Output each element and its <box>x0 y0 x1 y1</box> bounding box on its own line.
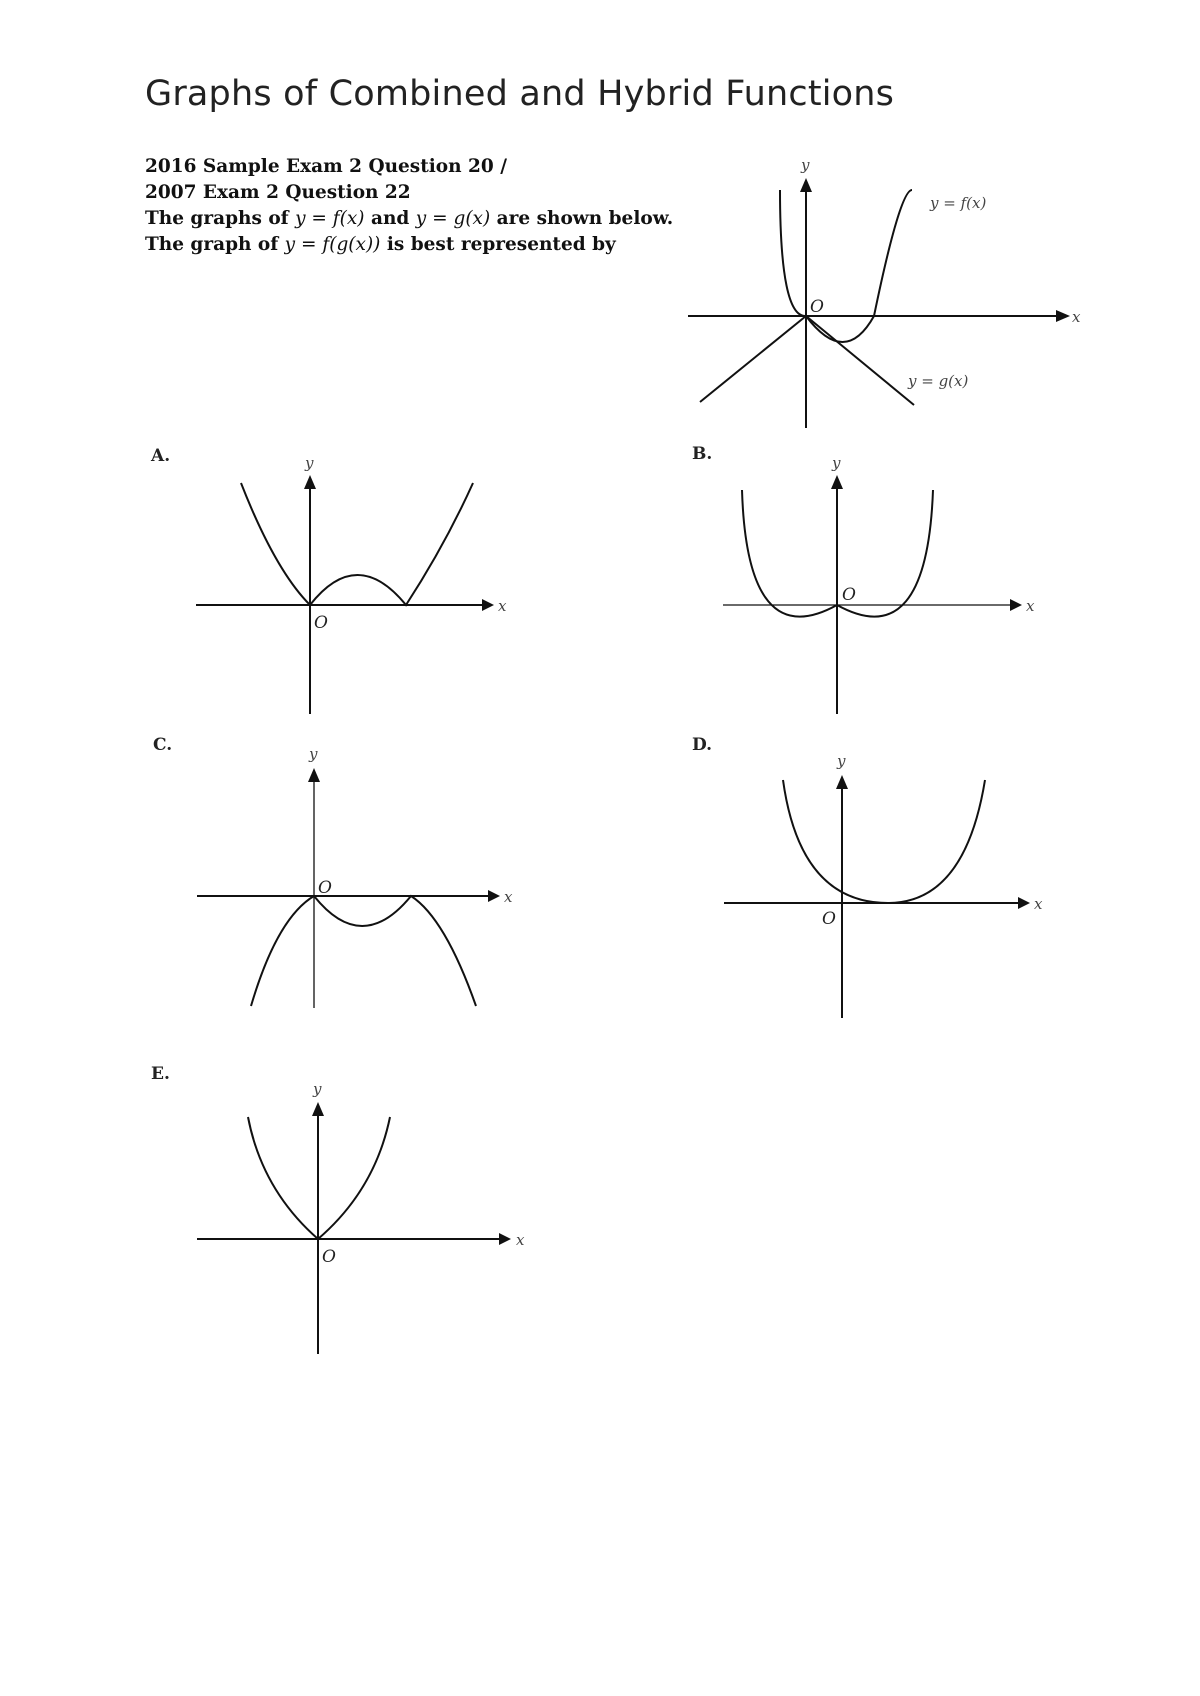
main-y-label: y <box>801 156 810 174</box>
ask-fgx: y = f(g(x)) <box>284 234 381 255</box>
option-e-label: E. <box>151 1064 170 1084</box>
stem-and: and <box>364 208 416 229</box>
option-d-y-label: y <box>837 752 846 770</box>
option-a-label: A. <box>151 446 171 466</box>
option-a-y-label: y <box>305 454 314 472</box>
option-c-x-label: x <box>504 888 513 906</box>
option-e-x-arrow <box>499 1233 511 1245</box>
option-a-origin-label: O <box>314 613 328 633</box>
option-d-label: D. <box>692 735 713 755</box>
question-source-1: 2016 Sample Exam 2 Question 20 / <box>145 156 507 177</box>
main-f-label: y = f(x) <box>930 194 987 212</box>
stem-fx: y = f(x) <box>295 208 365 229</box>
main-x-label: x <box>1072 308 1081 326</box>
stem-gx: y = g(x) <box>415 208 491 229</box>
option-b-x-label: x <box>1026 597 1035 615</box>
option-e-origin-label: O <box>322 1247 336 1267</box>
option-b-y-label: y <box>832 454 841 472</box>
option-d-x-label: x <box>1034 895 1043 913</box>
page-title: Graphs of Combined and Hybrid Functions <box>145 74 895 114</box>
option-c-origin-label: O <box>318 878 332 898</box>
stem-text-2: are shown below. <box>490 208 674 229</box>
stem-text-1: The graphs of <box>145 208 296 229</box>
ask-text-2: is best represented by <box>380 234 616 255</box>
option-c-label: C. <box>153 735 173 755</box>
option-a-x-label: x <box>498 597 507 615</box>
main-origin-label: O <box>810 297 824 317</box>
option-e-y-label: y <box>313 1080 322 1098</box>
ask-text-1: The graph of <box>145 234 285 255</box>
option-c-y-label: y <box>309 745 318 763</box>
option-e-x-label: x <box>516 1231 525 1249</box>
option-d-origin-label: O <box>822 909 836 929</box>
option-b-origin-label: O <box>842 585 856 605</box>
option-b-label: B. <box>692 444 713 464</box>
option-e-y-arrow <box>312 1102 324 1116</box>
main-g-label: y = g(x) <box>908 372 969 390</box>
question-source-2: 2007 Exam 2 Question 22 <box>145 182 411 203</box>
